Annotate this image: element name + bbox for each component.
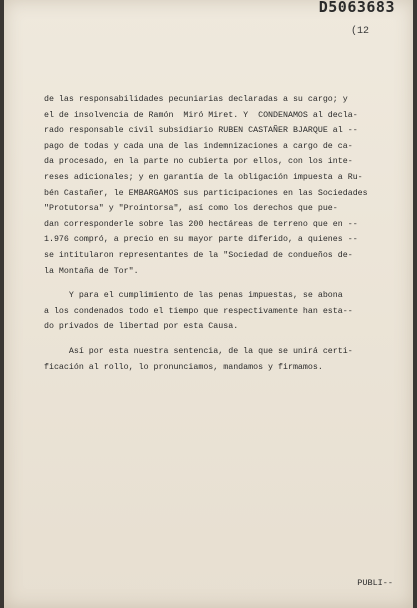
paragraph-1 [44, 92, 389, 279]
footer-catchword: PUBLI-- [357, 578, 393, 588]
text-line: rado responsable civil subsidiario RUBEN CASTAÑER BJARQUE al -- [44, 126, 358, 136]
text-line: dan corresponderle sobre las 200 hectáreas de terreno que en -- [44, 219, 358, 229]
text-line: "Protutorsa" y "Prointorsa", así como los derechos que pue- [44, 204, 338, 214]
text-line: de las responsabilidades pecuniarias declaradas a su cargo; y [44, 95, 348, 104]
text-line: bén Castañer, le EMBARGAMOS sus participaciones en las Sociedades [44, 188, 368, 198]
text-line: reses adicionales; y en garantía de la obligación impuesta a Ru- [44, 172, 363, 182]
paragraph-3 [44, 344, 389, 375]
text-line: pago de todas y cada una de las indemnizaciones a cargo de ca- [44, 141, 353, 151]
text-line: se intitularon representantes de la "Sociedad de condueños de- [44, 250, 353, 260]
text-line: ficación al rollo, lo pronunciamos, mandamos y firmamos. [44, 362, 323, 372]
document-body [44, 92, 389, 375]
document-page [4, 0, 413, 608]
text-line: a los condenados todo el tiempo que respectivamente han esta-- [44, 306, 353, 316]
text-line: 1.976 compró, a precio en su mayor parte diferido, a quienes -- [44, 235, 358, 245]
text-line: Así por esta nuestra sentencia, de la que se unirá certi- [44, 346, 353, 356]
text-line: la Montaña de Tor". [44, 266, 139, 276]
text-line: Y para el cumplimiento de las penas impuestas, se abona [44, 291, 343, 301]
paragraph-2 [44, 288, 389, 335]
reference-code: D5063683 [318, 0, 395, 16]
text-line: el de insolvencia de Ramón Miró Miret. Y CONDENAMOS al decla- [44, 110, 358, 120]
page-number: (12 [350, 26, 369, 37]
text-line: do privados de libertad por esta Causa. [44, 322, 239, 332]
text-line: da procesado, en la parte no cubierta por ellos, con los inte- [44, 157, 353, 167]
